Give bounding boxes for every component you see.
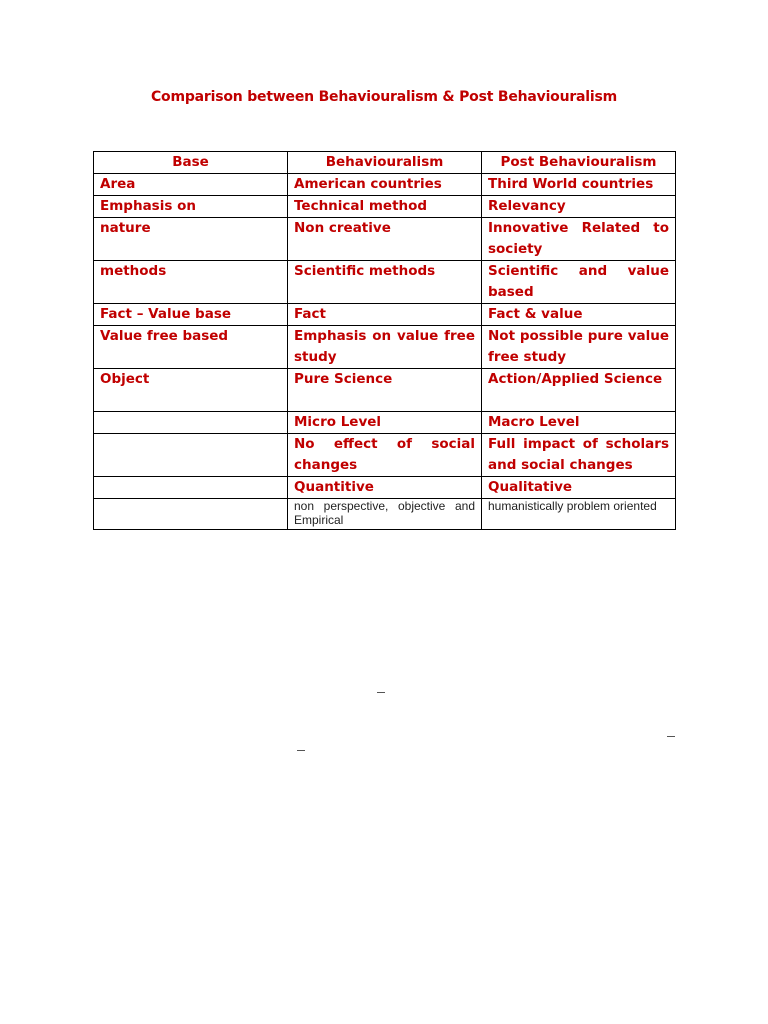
table-cell bbox=[94, 499, 288, 530]
table-cell: Qualitative bbox=[482, 477, 676, 499]
table-cell: Innovative Related to society bbox=[482, 218, 676, 261]
table-row bbox=[94, 434, 676, 477]
stray-dash-mark bbox=[377, 692, 385, 693]
table-row bbox=[94, 477, 676, 499]
table-row bbox=[94, 174, 676, 196]
table-cell: Scientific methods bbox=[288, 261, 482, 304]
table-cell: Emphasis on bbox=[94, 196, 288, 218]
table-cell: Third World countries bbox=[482, 174, 676, 196]
table-cell: American countries bbox=[288, 174, 482, 196]
table-cell: Fact & value bbox=[482, 304, 676, 326]
comparison-table bbox=[93, 151, 676, 530]
header-base: Base bbox=[94, 152, 288, 174]
table-cell: No effect of social changes bbox=[288, 434, 482, 477]
header-behaviouralism: Behaviouralism bbox=[288, 152, 482, 174]
table-cell: Fact – Value base bbox=[94, 304, 288, 326]
table-cell: humanistically problem oriented bbox=[482, 499, 676, 530]
table-row bbox=[94, 412, 676, 434]
table-cell: Macro Level bbox=[482, 412, 676, 434]
table-header-row bbox=[94, 152, 676, 174]
table-cell: Non creative bbox=[288, 218, 482, 261]
table-cell bbox=[94, 412, 288, 434]
table-cell: Not possible pure value free study bbox=[482, 326, 676, 369]
table-cell: methods bbox=[94, 261, 288, 304]
stray-dash-mark bbox=[297, 750, 305, 751]
page-title: Comparison between Behaviouralism & Post Behaviouralism bbox=[150, 89, 618, 105]
table-cell bbox=[94, 434, 288, 477]
table-cell: nature bbox=[94, 218, 288, 261]
table-cell: Object bbox=[94, 369, 288, 412]
table-cell: Full impact of scholars and social changes bbox=[482, 434, 676, 477]
table-cell: Scientific and value based bbox=[482, 261, 676, 304]
table-cell: Area bbox=[94, 174, 288, 196]
table-cell: Quantitive bbox=[288, 477, 482, 499]
table-cell: Action/Applied Science bbox=[482, 369, 676, 412]
stray-dash-mark bbox=[667, 736, 675, 737]
table-row bbox=[94, 369, 676, 412]
table-cell: Value free based bbox=[94, 326, 288, 369]
table-row bbox=[94, 218, 676, 261]
header-post-behaviouralism: Post Behaviouralism bbox=[482, 152, 676, 174]
table-cell: Pure Science bbox=[288, 369, 482, 412]
table-cell bbox=[94, 477, 288, 499]
table-row bbox=[94, 261, 676, 304]
table-row bbox=[94, 499, 676, 530]
table-cell: Fact bbox=[288, 304, 482, 326]
table-cell: Micro Level bbox=[288, 412, 482, 434]
table-cell: non perspective, objective and Empirical bbox=[288, 499, 482, 530]
table-cell: Emphasis on value free study bbox=[288, 326, 482, 369]
table-cell: Relevancy bbox=[482, 196, 676, 218]
table-row bbox=[94, 196, 676, 218]
table-row bbox=[94, 304, 676, 326]
table-row bbox=[94, 326, 676, 369]
table-cell: Technical method bbox=[288, 196, 482, 218]
